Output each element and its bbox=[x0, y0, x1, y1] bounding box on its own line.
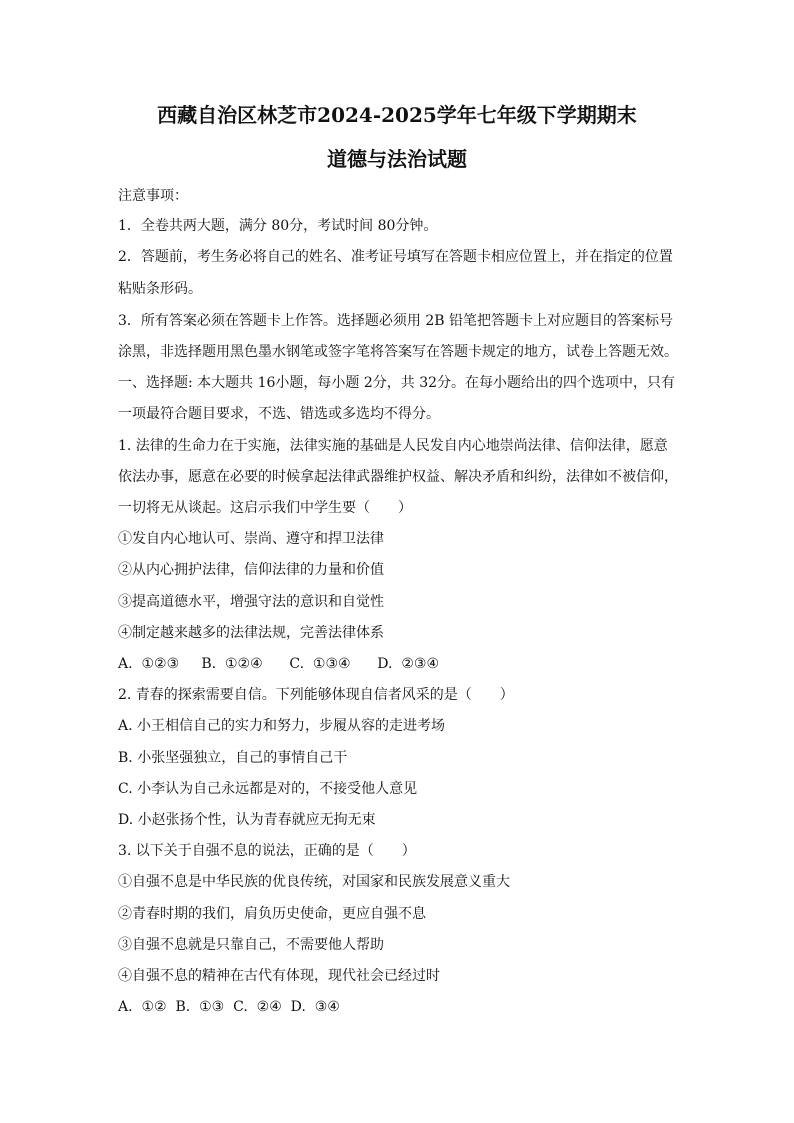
question-1-stem-line-1: 1. 法律的生命力在于实施，法律实施的基础是人民发自内心地崇尚法律、信仰法律，愿意 bbox=[118, 438, 668, 454]
question-1-stem-line-2: 依法办事，愿意在必要的时候拿起法律武器维护权益、解决矛盾和纠纷，法律如不被信仰， bbox=[118, 469, 678, 485]
exam-title: 西藏自治区林芝市2024-2025学年七年级下学期期末 bbox=[157, 103, 637, 127]
section-1-instructions-line-2: 一项最符合题目要求，不选、错选或多选均不得分。 bbox=[118, 406, 440, 422]
question-3-choices: A. ①② B. ①③ C. ②④ D. ③④ bbox=[118, 999, 340, 1015]
question-3-statement-1: ①自强不息是中华民族的优良传统，对国家和民族发展意义重大 bbox=[118, 874, 510, 890]
notice-item-3-line-1: 3．所有答案必须在答题卡上作答。选择题必须用 2B 铅笔把答题卡上对应题目的答案标号 bbox=[118, 313, 674, 329]
question-3-statement-4: ④自强不息的精神在古代有体现，现代社会已经过时 bbox=[118, 968, 440, 984]
question-1-statement-2: ②从内心拥护法律，信仰法律的力量和价值 bbox=[118, 562, 384, 578]
exam-subject-title: 道德与法治试题 bbox=[327, 147, 467, 171]
question-1-statement-1: ①发自内心地认可、崇尚、遵守和捍卫法律 bbox=[118, 531, 384, 547]
question-2-option-d: D. 小赵张扬个性，认为青春就应无拘无束 bbox=[118, 812, 376, 828]
question-2-stem: 2. 青春的探索需要自信。下列能够体现自信者风采的是（ ） bbox=[118, 687, 514, 703]
question-1-choices: A. ①②③ B. ①②④ C. ①③④ D. ②③④ bbox=[118, 656, 440, 672]
question-3-statement-3: ③自强不息就是只靠自己，不需要他人帮助 bbox=[118, 937, 384, 953]
notice-item-1: 1．全卷共两大题，满分 80分，考试时间 80分钟。 bbox=[118, 218, 438, 234]
question-3-statement-2: ②青春时期的我们，肩负历史使命，更应自强不息 bbox=[118, 906, 426, 922]
notice-item-3-line-2: 涂黑，非选择题用黑色墨水钢笔或签字笔将答案写在答题卡规定的地方，试卷上答题无效。 bbox=[118, 344, 678, 360]
section-1-instructions-line-1: 一、选择题: 本大题共 16小题，每小题 2分，共 32分。在每小题给出的四个选项中，只有 bbox=[118, 375, 676, 391]
question-1-statement-4: ④制定越来越多的法律法规，完善法律体系 bbox=[118, 625, 384, 641]
notice-item-2-line-2: 粘贴条形码。 bbox=[118, 281, 202, 297]
question-2-option-c: C. 小李认为自己永远都是对的，不接受他人意见 bbox=[118, 781, 418, 797]
question-2-option-b: B. 小张坚强独立，自己的事情自己干 bbox=[118, 750, 348, 766]
question-3-stem: 3. 以下关于自强不息的说法，正确的是（ ） bbox=[118, 843, 416, 859]
question-1-stem-line-3: 一切将无从谈起。这启示我们中学生要（ ） bbox=[118, 500, 412, 516]
notice-heading: 注意事项： bbox=[118, 188, 188, 204]
notice-item-2-line-1: 2．答题前，考生务必将自己的姓名、准考证号填写在答题卡相应位置上，并在指定的位置 bbox=[118, 249, 673, 265]
question-1-statement-3: ③提高道德水平，增强守法的意识和自觉性 bbox=[118, 594, 384, 610]
question-2-option-a: A. 小王相信自己的实力和努力，步履从容的走进考场 bbox=[118, 718, 446, 734]
